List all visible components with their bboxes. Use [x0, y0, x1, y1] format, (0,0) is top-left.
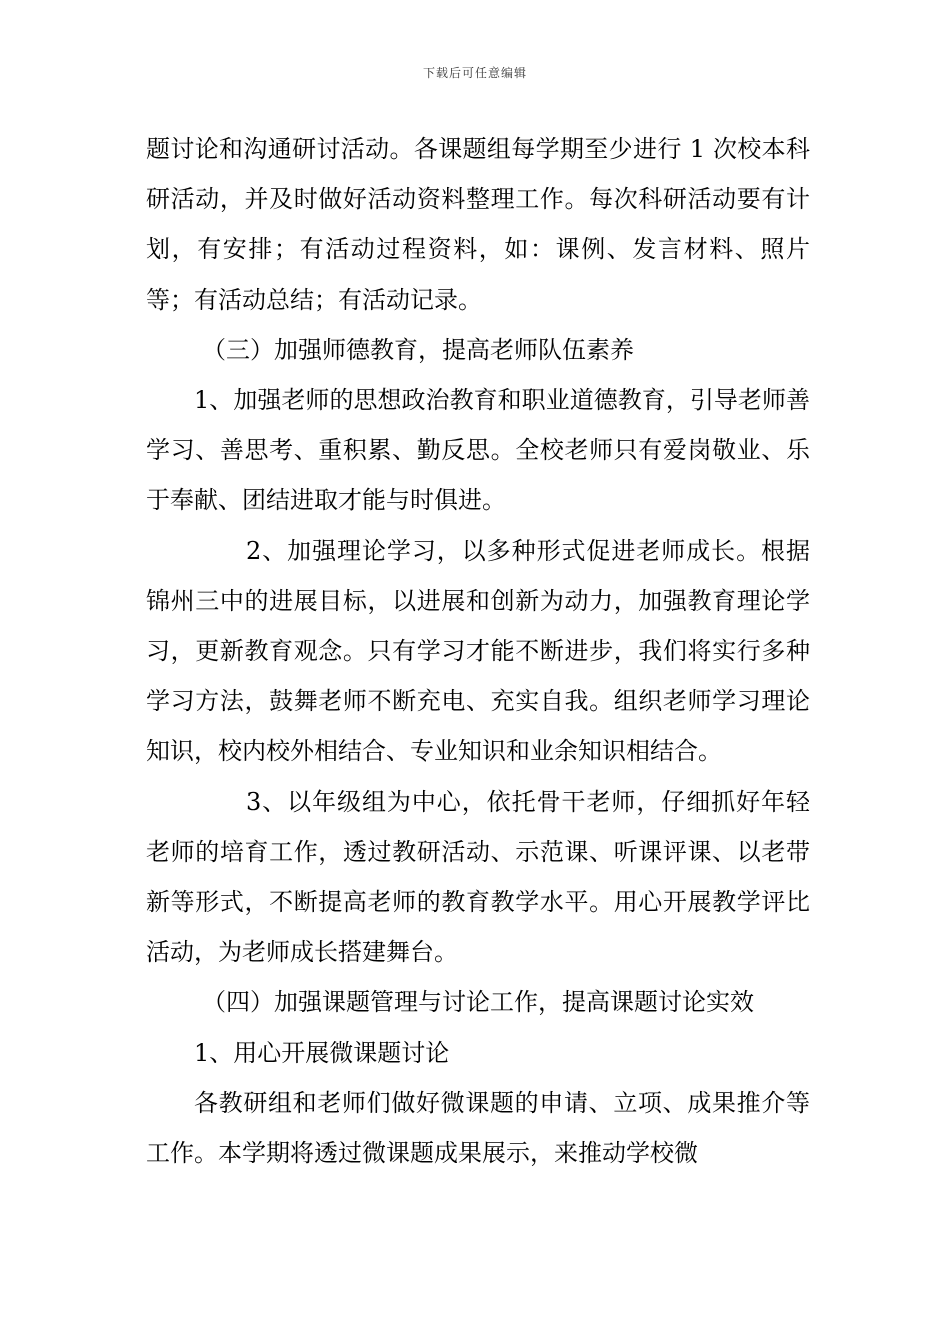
section-heading-topic-management: （四）加强课题管理与讨论工作，提高课题讨论实效 [202, 988, 754, 1017]
paragraph-ethics-education: 1、加强老师的思想政治教育和职业道德教育，引导老师善学习、善思考、重积累、勤反思。全校老师只有爱岗敬业、乐于奉献、团结进取才能与时俱进。 [146, 386, 810, 515]
paragraph-research-activities: 题讨论和沟通研讨活动。各课题组每学期至少进行 1 次校本科研活动，并及时做好活动资料整理工作。每次科研活动要有计划，有安排；有活动过程资料，如：课例、发言材料、照片等；有活动总结；有活动记录。 [146, 135, 810, 314]
paragraph-micro-topic-work: 各教研组和老师们做好微课题的申请、立项、成果推介等工作。本学期将透过微课题成果展示，来推动学校微 [146, 1088, 810, 1168]
paragraph-micro-topic-heading: 1、用心开展微课题讨论 [194, 1038, 450, 1067]
header-note: 下载后可任意编辑 [422, 66, 527, 80]
section-heading-teacher-ethics: （三）加强师德教育，提高老师队伍素养 [202, 335, 634, 364]
document-body [146, 124, 810, 1178]
paragraph-young-teacher-training: 3、以年级组为中心，依托骨干老师，仔细抓好年轻老师的培育工作，透过教研活动、示范课、听课评课、以老带新等形式，不断提高老师的教育教学水平。用心开展教学评比活动，为老师成长搭建舞台。 [146, 787, 810, 967]
paragraph-theory-study: 2、加强理论学习，以多种形式促进老师成长。根据锦州三中的进展目标，以进展和创新为动力，加强教育理论学习，更新教育观念。只有学习才能不断进步，我们将实行多种学习方法，鼓舞老师不断充电、充实自我。组织老师学习理论知识，校内校外相结合、专业知识和业余知识相结合。 [146, 536, 810, 766]
